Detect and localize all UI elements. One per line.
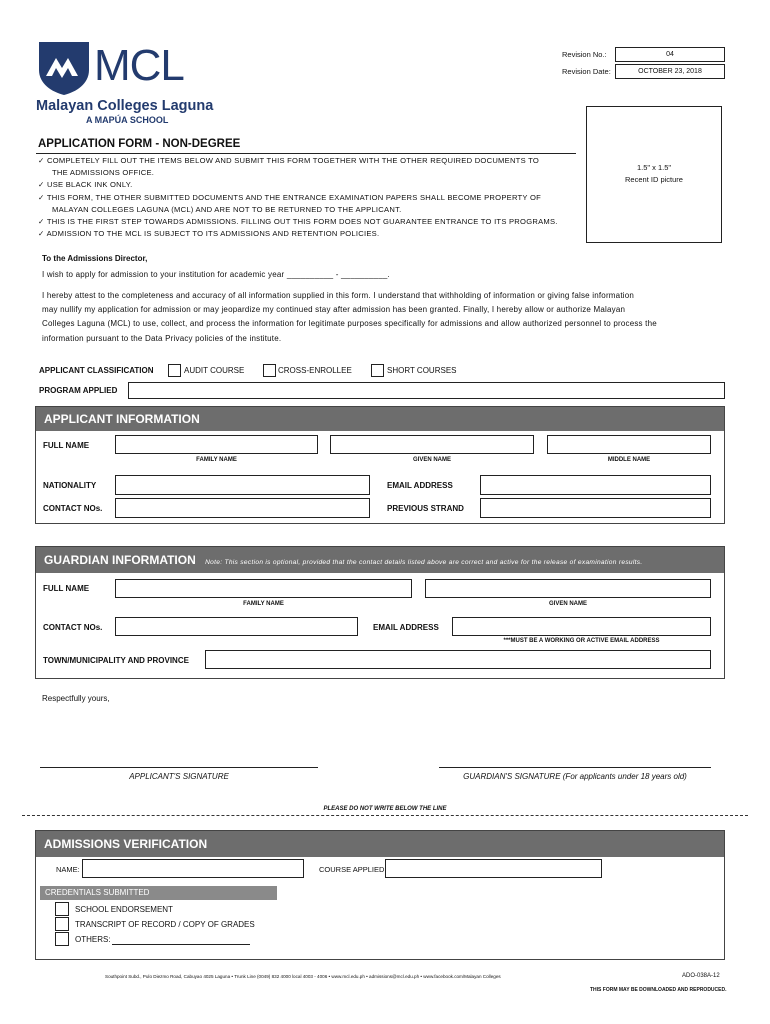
program-input[interactable] bbox=[128, 382, 725, 399]
audit-course-label: AUDIT COURSE bbox=[184, 366, 245, 375]
guardian-contact-input[interactable] bbox=[115, 617, 358, 636]
school-sub: A MAPÚA SCHOOL bbox=[86, 115, 169, 125]
cross-enrollee-checkbox[interactable] bbox=[263, 364, 276, 377]
classification-label: APPLICANT CLASSIFICATION bbox=[39, 366, 154, 375]
verification-header: ADMISSIONS VERIFICATION bbox=[36, 831, 724, 857]
verification-name-input[interactable] bbox=[82, 859, 304, 878]
instruction-continuation: MALAYAN COLLEGES LAGUNA (MCL) AND ARE NOT TO BE RETURNED TO THE APPLICANT. bbox=[52, 204, 402, 214]
revision-no-field bbox=[615, 47, 725, 62]
applicant-family-name-input[interactable] bbox=[115, 435, 318, 454]
guardian-title: GUARDIAN INFORMATION bbox=[44, 553, 196, 567]
check-icon: ✓ bbox=[38, 192, 45, 202]
cross-enrollee-label: CROSS-ENROLLEE bbox=[278, 366, 352, 375]
photo-label: Recent ID picture bbox=[625, 175, 683, 184]
cut-line bbox=[22, 815, 748, 816]
instruction-item: ✓ THIS IS THE FIRST STEP TOWARDS ADMISSIONS. FILLING OUT THIS FORM DOES NOT GUARANTEE ENTRANCE TO ITS PROGRAMS. bbox=[38, 217, 558, 227]
guardian-signature-line[interactable] bbox=[439, 767, 711, 768]
apply-line: I wish to apply for admission to your institution for academic year __________ - __________. bbox=[42, 270, 390, 279]
salutation: To the Admissions Director, bbox=[42, 254, 148, 263]
instructions bbox=[38, 155, 583, 240]
guardian-given-caption: GIVEN NAME bbox=[548, 601, 587, 607]
mcl-logo bbox=[36, 40, 214, 126]
applicant-middle-caption: MIDDLE NAME bbox=[607, 457, 651, 463]
do-not-write-note: PLEASE DO NOT WRITE BELOW THE LINE bbox=[323, 806, 447, 812]
nationality-label: NATIONALITY bbox=[43, 481, 97, 490]
guardian-contact-label: CONTACT NOs. bbox=[43, 623, 103, 632]
logo-text: MCL bbox=[94, 41, 184, 90]
photo-size: 1.5" x 1.5" bbox=[636, 163, 672, 172]
guardian-email-note: ***MUST BE A WORKING OR ACTIVE EMAIL ADDRESS bbox=[503, 638, 660, 644]
applicant-middle-name-input[interactable] bbox=[547, 435, 711, 454]
applicant-family-caption: FAMILY NAME bbox=[196, 457, 237, 463]
transcript-checkbox[interactable] bbox=[55, 917, 69, 931]
nationality-input[interactable] bbox=[115, 475, 370, 495]
applicant-email-input[interactable] bbox=[480, 475, 711, 495]
guardian-fullname-label: FULL NAME bbox=[43, 584, 90, 593]
town-label: TOWN/MUNICIPALITY AND PROVINCE bbox=[43, 656, 189, 665]
guardian-note: Note: This section is optional, provided that the contact details listed above are correct and active for the release of examination results. bbox=[205, 559, 643, 566]
applicant-given-name-input[interactable] bbox=[330, 435, 534, 454]
instruction-item: ✓ THIS FORM, THE OTHER SUBMITTED DOCUMENTS AND THE ENTRANCE EXAMINATION PAPERS SHALL BECOME PROPERTY OF bbox=[38, 192, 542, 202]
school-endorsement-checkbox[interactable] bbox=[55, 902, 69, 916]
revision-no-value: 04 bbox=[666, 51, 674, 58]
applicant-contact-input[interactable] bbox=[115, 498, 370, 518]
others-label: OTHERS: bbox=[75, 935, 111, 944]
town-input[interactable] bbox=[205, 650, 711, 669]
instruction-continuation: THE ADMISSIONS OFFICE. bbox=[52, 168, 155, 178]
guardian-signature-label: GUARDIAN'S SIGNATURE (For applicants under 18 years old) bbox=[463, 772, 687, 781]
title-rule bbox=[36, 153, 576, 154]
course-applied-label: COURSE APPLIED bbox=[319, 865, 385, 874]
verification-name-label: NAME: bbox=[56, 865, 80, 874]
audit-course-checkbox[interactable] bbox=[168, 364, 181, 377]
instruction-item: ✓ USE BLACK INK ONLY. bbox=[38, 180, 133, 190]
guardian-email-input[interactable] bbox=[452, 617, 711, 636]
footer-note: THIS FORM MAY BE DOWNLOADED AND REPRODUCED. bbox=[590, 987, 727, 993]
applicant-given-caption: GIVEN NAME bbox=[412, 457, 451, 463]
id-photo-box[interactable] bbox=[586, 106, 722, 243]
check-icon: ✓ bbox=[38, 229, 45, 239]
applicant-fullname-label: FULL NAME bbox=[43, 441, 90, 450]
program-label: PROGRAM APPLIED bbox=[39, 386, 118, 395]
check-icon: ✓ bbox=[38, 180, 45, 190]
footer-address: Southpoint Subd., Pulo Diezmo Road, Cabuyao 4025 Laguna • Trunk Line (0049) 832 4000 local 4003 - 4006 • www.mcl.edu.ph • admissions@mcl.edu.ph • www.facebook.com/Malayan Colleges bbox=[105, 974, 501, 979]
school-name: Malayan Colleges Laguna bbox=[36, 98, 214, 114]
revision-date-label: Revision Date: bbox=[562, 67, 611, 76]
respectfully: Respectfully yours, bbox=[42, 694, 110, 703]
short-courses-label: SHORT COURSES bbox=[387, 366, 457, 375]
applicant-signature-label: APPLICANT'S SIGNATURE bbox=[129, 772, 229, 781]
guardian-given-name-input[interactable] bbox=[425, 579, 711, 598]
footer-code: ADO-038A-12 bbox=[682, 973, 720, 979]
credentials-header: CREDENTIALS SUBMITTED bbox=[40, 886, 277, 900]
shield-icon bbox=[36, 40, 92, 96]
form-title: APPLICATION FORM - NON-DEGREE bbox=[38, 138, 241, 150]
revision-date-field bbox=[615, 64, 725, 79]
school-endorsement-label: SCHOOL ENDORSEMENT bbox=[75, 905, 173, 914]
guardian-email-label: EMAIL ADDRESS bbox=[373, 623, 439, 632]
previous-strand-label: PREVIOUS STRAND bbox=[387, 504, 464, 513]
instruction-item: ✓ COMPLETELY FILL OUT THE ITEMS BELOW AND SUBMIT THIS FORM TOGETHER WITH THE OTHER REQUIRED DOCUMENTS TO bbox=[38, 156, 540, 165]
guardian-family-name-input[interactable] bbox=[115, 579, 412, 598]
previous-strand-input[interactable] bbox=[480, 498, 711, 518]
applicant-signature-line[interactable] bbox=[40, 767, 318, 768]
short-courses-checkbox[interactable] bbox=[371, 364, 384, 377]
others-checkbox[interactable] bbox=[55, 932, 69, 946]
course-applied-input[interactable] bbox=[385, 859, 602, 878]
guardian-family-caption: FAMILY NAME bbox=[243, 601, 284, 607]
applicant-contact-label: CONTACT NOs. bbox=[43, 504, 103, 513]
revision-date-value: OCTOBER 23, 2018 bbox=[638, 68, 702, 75]
instruction-item: ✓ ADMISSION TO THE MCL IS SUBJECT TO ITS ADMISSIONS AND RETENTION POLICIES. bbox=[38, 229, 380, 239]
applicant-header: APPLICANT INFORMATION bbox=[36, 407, 724, 431]
transcript-label: TRANSCRIPT OF RECORD / COPY OF GRADES bbox=[75, 920, 255, 929]
attest-paragraph: I hereby attest to the completeness and accuracy of all information supplied in this form. I understand that withholding of information or giving false information may nullify my application for admission or may jeopardize my continued stay after admission has been granted. Finally, I hereby allow or authorize Malayan Colleges Laguna (MCL) to use, collect, and process the information for legitimate purposes specifically for admissions and allow authorized personnel to process the information pursuant to the Data Privacy policies of the institute. bbox=[42, 291, 657, 343]
applicant-email-label: EMAIL ADDRESS bbox=[387, 481, 453, 490]
guardian-header bbox=[36, 547, 724, 573]
others-input-line[interactable] bbox=[112, 944, 250, 945]
check-icon: ✓ bbox=[38, 156, 45, 165]
revision-no-label: Revision No.: bbox=[562, 50, 607, 59]
check-icon: ✓ bbox=[38, 217, 45, 227]
